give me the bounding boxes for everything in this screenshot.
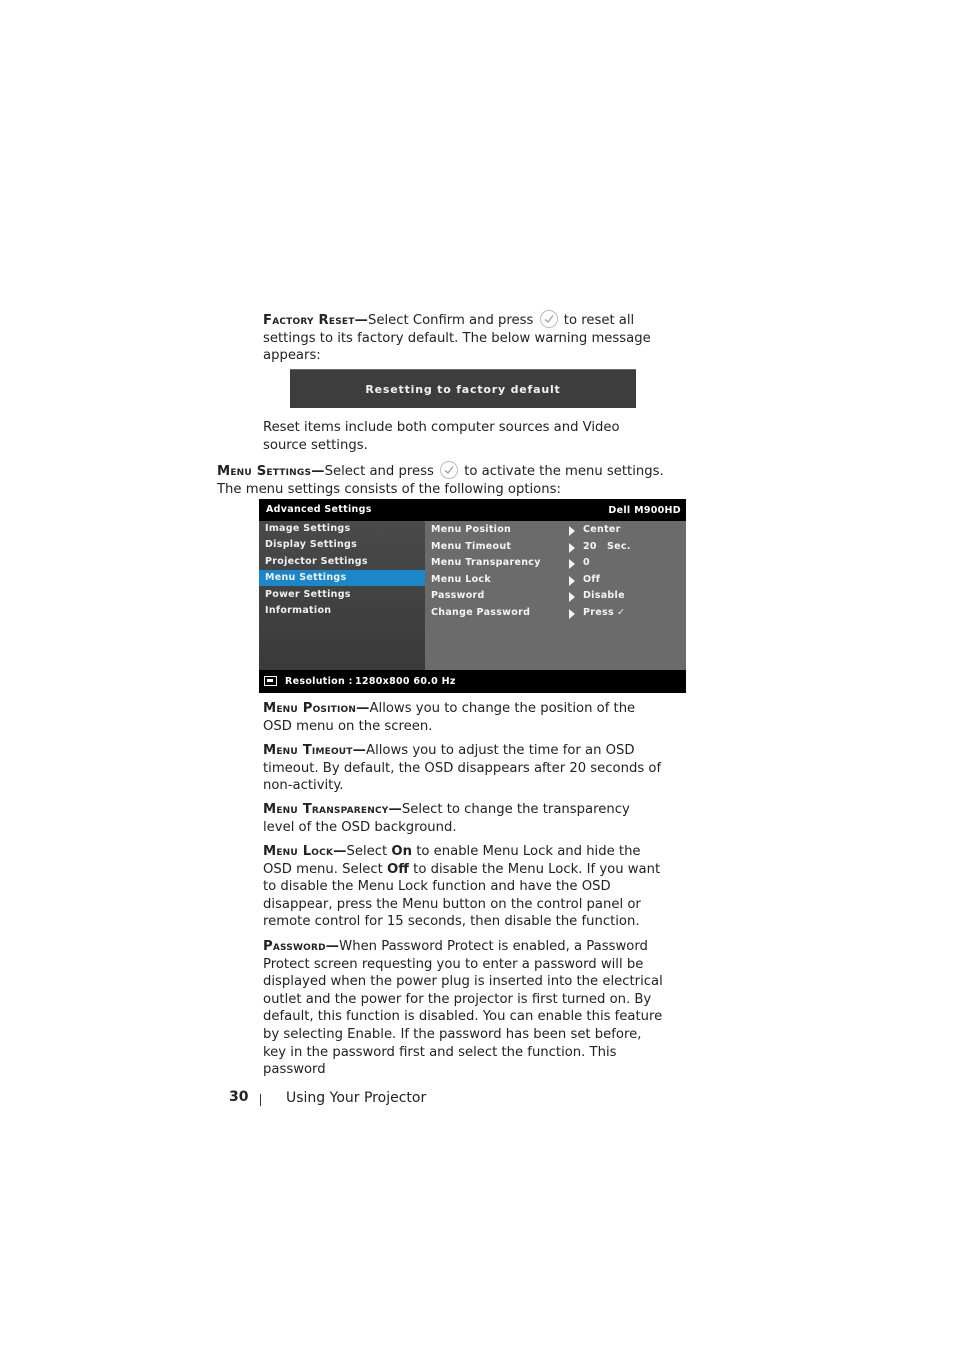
reset-warning-banner: Resetting to factory default xyxy=(290,369,636,408)
osd-title: Advanced Settings xyxy=(266,504,372,515)
password-paragraph: Password—When Password Protect is enabled, a Password Protect screen requesting you to enter a password will be displayed when the power plug is inserted into the electrical outlet and the power for the projector is first turned on. By default, this function is disabled. You can enable this feature by selecting Enable. If the password has been set before, key in the password first and select the function. This password xyxy=(263,939,663,1078)
osd-item-menu-settings[interactable]: Menu Settings xyxy=(259,570,425,586)
arrow-right-icon xyxy=(569,543,575,553)
osd-row-change-password[interactable]: Change Password Press ✓ xyxy=(425,605,686,621)
resolution-value: 1280x800 60.0 Hz xyxy=(355,676,456,687)
osd-row-menu-position[interactable]: Menu Position Center xyxy=(431,524,621,535)
arrow-right-icon xyxy=(569,592,575,602)
osd-row-menu-timeout[interactable]: Menu Timeout 20 Sec. xyxy=(431,541,631,552)
menu-lock-paragraph: Menu Lock—Select On to enable Menu Lock and hide the OSD menu. Select Off to disable the Menu Lock. If you want to disable the Menu Lock function and have the OSD disappear, press the Menu button on the control panel or remote control for 15 seconds, then disable the function. xyxy=(263,844,661,930)
password-term: Password— xyxy=(263,939,340,954)
arrow-right-icon xyxy=(569,559,575,569)
menu-timeout-term: Menu Timeout— xyxy=(263,743,367,758)
resolution-label: Resolution : xyxy=(285,676,353,687)
page-number: 30 xyxy=(229,1089,249,1105)
osd-row-menu-lock[interactable]: Menu Lock Off xyxy=(431,574,601,585)
footer-section-title: Using Your Projector xyxy=(286,1090,427,1106)
monitor-icon xyxy=(264,676,277,686)
osd-item-power-settings[interactable]: Power Settings xyxy=(265,589,351,600)
arrow-right-icon xyxy=(569,609,575,619)
osd-item-projector-settings[interactable]: Projector Settings xyxy=(265,556,368,567)
menu-transparency-paragraph: Menu Transparency—Select to change the transparency level of the OSD background. xyxy=(263,802,630,835)
checkmark-icon xyxy=(440,461,458,479)
osd-row-password[interactable]: Password Disable xyxy=(431,590,625,601)
osd-right-panel xyxy=(425,521,686,670)
menu-transparency-term: Menu Transparency— xyxy=(263,802,402,817)
arrow-right-icon xyxy=(569,576,575,586)
osd-model: Dell M900HD xyxy=(608,505,681,516)
osd-item-image-settings[interactable]: Image Settings xyxy=(265,523,351,534)
osd-item-display-settings[interactable]: Display Settings xyxy=(265,539,358,550)
footer-divider xyxy=(260,1094,261,1106)
osd-item-information[interactable]: Information xyxy=(265,605,332,616)
osd-row-menu-transparency[interactable]: Menu Transparency 0 xyxy=(431,557,590,568)
menu-lock-term: Menu Lock— xyxy=(263,844,347,859)
menu-settings-term: Menu Settings— xyxy=(217,464,325,479)
checkmark-icon xyxy=(540,310,558,328)
osd-footer xyxy=(259,670,686,693)
osd-left-menu xyxy=(259,521,425,670)
arrow-right-icon xyxy=(569,526,575,536)
osd-menu-screenshot xyxy=(259,499,686,693)
reset-note: Reset items include both computer sources and Video source settings. xyxy=(263,420,620,453)
menu-position-paragraph: Menu Position—Allows you to change the position of the OSD menu on the screen. xyxy=(263,701,636,734)
menu-position-term: Menu Position— xyxy=(263,701,370,716)
menu-timeout-paragraph: Menu Timeout—Allows you to adjust the time for an OSD timeout. By default, the OSD disappears after 20 seconds of non-activity. xyxy=(263,743,662,794)
factory-reset-term: Factory Reset— xyxy=(263,313,368,328)
menu-settings-paragraph: Menu Settings—Select and press to activate the menu settings. The menu settings consists of the following options: xyxy=(217,461,687,498)
osd-header xyxy=(259,499,686,521)
checkmark-icon: ✓ xyxy=(617,607,626,618)
factory-reset-paragraph: Factory Reset—Select Confirm and press to reset all settings to its factory default. The below warning message appears: xyxy=(263,310,663,365)
